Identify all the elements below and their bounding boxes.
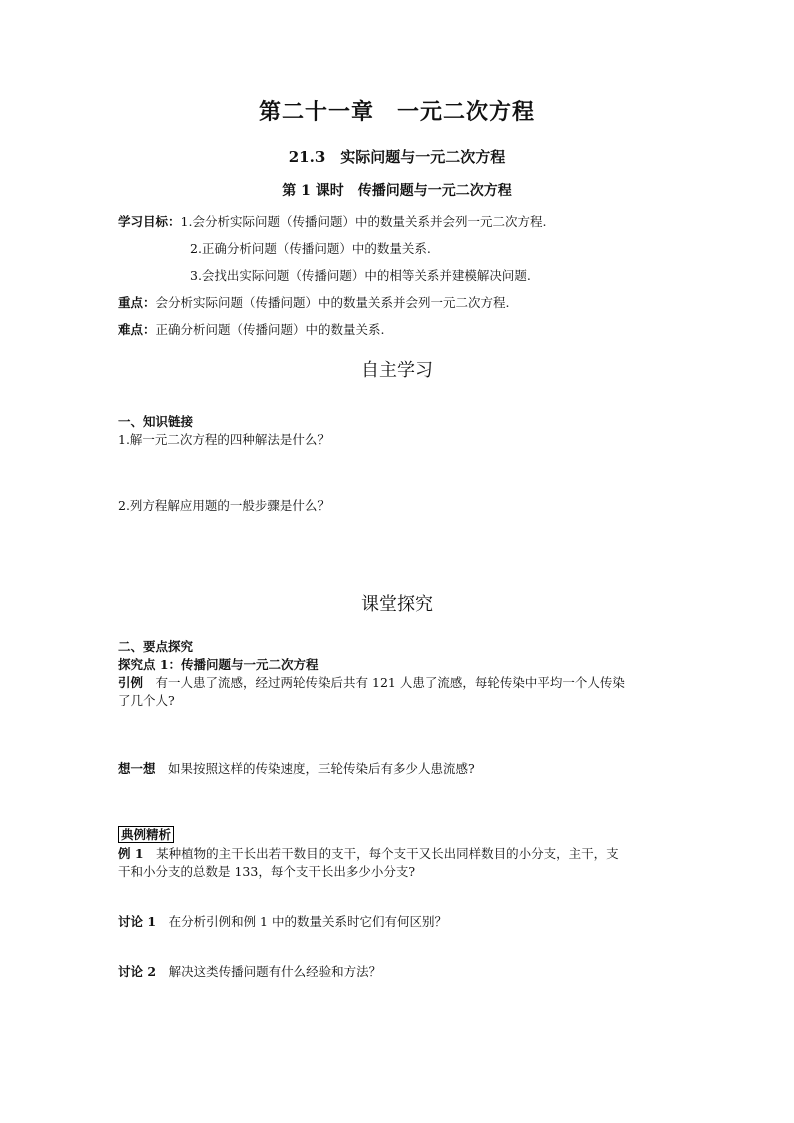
key-point-text: 会分析实际问题（传播问题）中的数量关系并会列一元二次方程. xyxy=(155,295,510,310)
typical-example-label: 典例精析 xyxy=(118,826,174,843)
example-1-line-1 xyxy=(118,844,619,862)
intro-example-text: 有一人患了流感，经过两轮传染后共有 121 人患了流感，每轮传染中平均一个人传染 xyxy=(155,675,625,690)
objectives-label: 学习目标： xyxy=(118,214,181,229)
example-1-label: 例 1 xyxy=(118,846,144,861)
lesson-title: 第 1 课时 传播问题与一元二次方程 xyxy=(282,183,512,199)
discussion-2 xyxy=(118,962,381,980)
difficult-point xyxy=(118,320,385,338)
self-study-heading: 自主学习 xyxy=(361,360,433,381)
objective-item: 2.正确分析问题（传播问题）中的数量关系. xyxy=(190,241,431,256)
key-points-heading: 二、要点探究 xyxy=(118,639,194,654)
example-1-line-2: 干和小分支的总数是 133，每个支干长出多少小分支? xyxy=(118,864,416,879)
knowledge-link-heading: 一、知识链接 xyxy=(118,414,194,429)
question-2: 2.列方程解应用题的一般步骤是什么？ xyxy=(118,498,330,513)
section-title: 21.3 实际问题与一元二次方程 xyxy=(288,148,506,166)
difficult-point-label: 难点： xyxy=(118,322,156,337)
difficult-point-text: 正确分析问题（传播问题）中的数量关系. xyxy=(155,322,385,337)
intro-example-line-2: 了几个人? xyxy=(118,693,175,708)
example-1-text: 某种植物的主干长出若干数目的支干，每个支干又长出同样数目的小分支，主干，支 xyxy=(156,846,619,861)
key-point-label: 重点： xyxy=(118,295,156,310)
discussion-1-label: 讨论 1 xyxy=(118,914,157,929)
explore-point-1: 探究点 1：传播问题与一元二次方程 xyxy=(118,657,319,672)
chapter-title: 第二十一章 一元二次方程 xyxy=(258,99,535,125)
discussion-2-label: 讨论 2 xyxy=(118,964,157,979)
classroom-heading: 课堂探究 xyxy=(361,594,433,615)
think-prompt xyxy=(118,759,475,777)
question-1: 1.解一元二次方程的四种解法是什么？ xyxy=(118,432,330,447)
think-text: 如果按照这样的传染速度，三轮传染后有多少人患流感? xyxy=(168,761,475,776)
objective-item: 3.会找出实际问题（传播问题）中的相等关系并建模解决问题. xyxy=(190,268,531,283)
think-label: 想一想 xyxy=(118,761,156,776)
key-point xyxy=(118,293,510,311)
discussion-2-text: 解决这类传播问题有什么经验和方法？ xyxy=(168,964,382,979)
discussion-1-text: 在分析引例和例 1 中的数量关系时它们有何区别？ xyxy=(168,914,447,929)
discussion-1 xyxy=(118,912,447,930)
objective-item: 1.会分析实际问题（传播问题）中的数量关系并会列一元二次方程. xyxy=(180,214,547,229)
objective-line-1 xyxy=(118,212,546,230)
typical-example-box xyxy=(118,825,174,843)
intro-example-label: 引例 xyxy=(118,675,144,690)
intro-example-line-1 xyxy=(118,673,625,691)
